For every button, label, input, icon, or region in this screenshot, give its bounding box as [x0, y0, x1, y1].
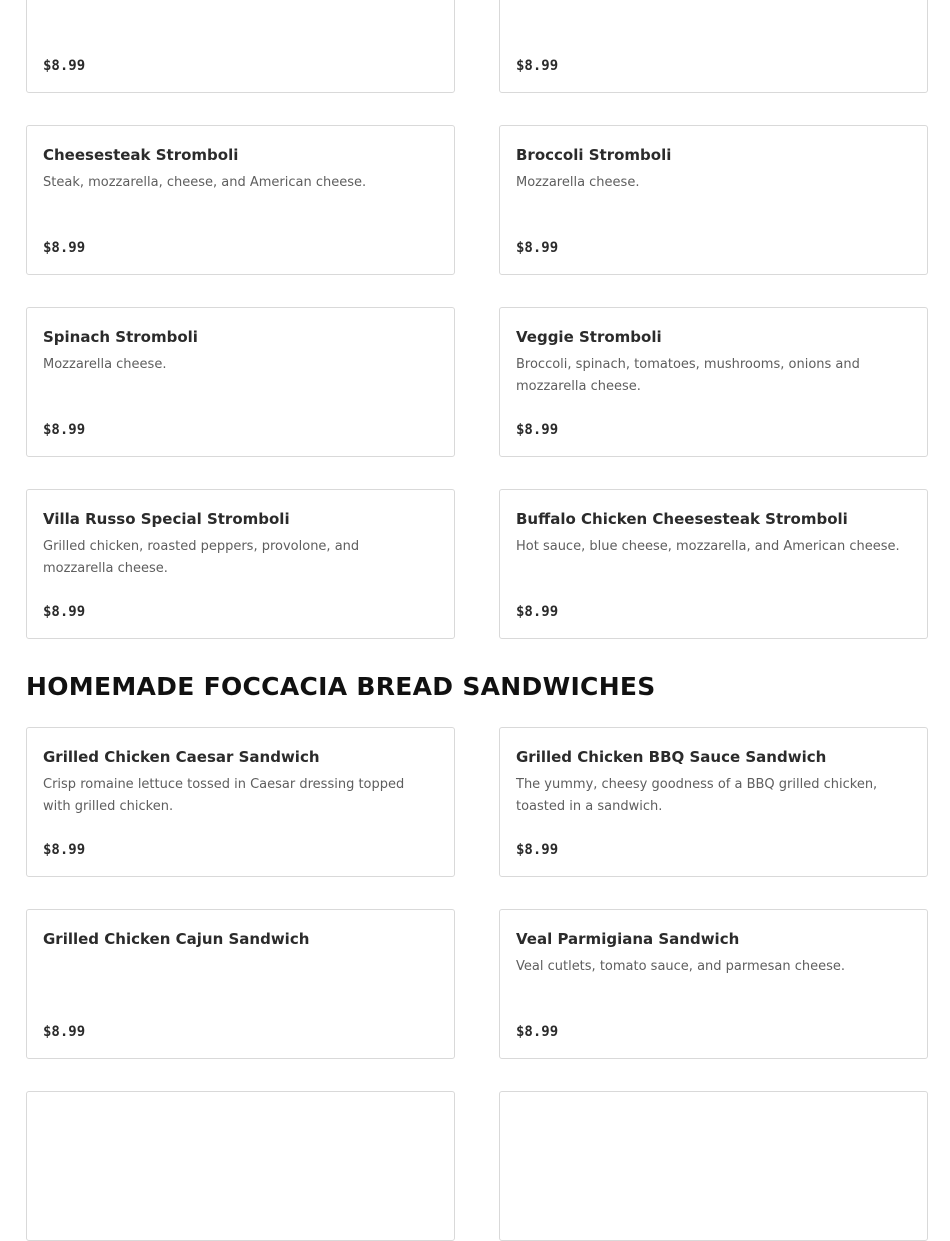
menu-item-name: Broccoli Stromboli	[516, 146, 672, 164]
menu-item-card[interactable]	[26, 125, 455, 275]
foccacia-grid	[26, 727, 928, 1241]
menu-item-card[interactable]	[26, 0, 455, 93]
menu-item-name: Villa Russo Special Stromboli	[43, 510, 290, 528]
menu-item-name: Cheesesteak Stromboli	[43, 146, 239, 164]
menu-item-price: $8.99	[516, 422, 559, 438]
menu-item-name: Spinach Stromboli	[43, 328, 198, 346]
menu-item-description: Veal cutlets, tomato sauce, and parmesan cheese.	[516, 959, 846, 974]
menu-item-price: $8.99	[516, 604, 559, 620]
menu-item-price: $8.99	[516, 842, 559, 858]
menu-item-card[interactable]	[499, 125, 928, 275]
menu-item-price: $8.99	[516, 1024, 559, 1040]
menu-item-card[interactable]	[26, 489, 455, 639]
menu-item-card[interactable]	[26, 909, 455, 1059]
menu-item-name: Buffalo Chicken Cheesesteak Stromboli	[516, 510, 848, 528]
menu-item-price: $8.99	[43, 422, 86, 438]
menu-item-name: Grilled Chicken Cajun Sandwich	[43, 930, 310, 948]
menu-item-price: $8.99	[43, 240, 86, 256]
menu-item-card[interactable]	[499, 489, 928, 639]
menu-item-card[interactable]	[499, 727, 928, 877]
menu-item-description: The yummy, cheesy goodness of a BBQ grilled chicken, toasted in a sandwich.	[516, 777, 878, 814]
menu-item-name: Grilled Chicken Caesar Sandwich	[43, 748, 320, 766]
menu-item-description: Mozzarella cheese.	[43, 357, 167, 372]
menu-item-description: Mozzarella cheese.	[516, 175, 640, 190]
menu-item-card[interactable]	[26, 727, 455, 877]
menu-item-price: $8.99	[43, 604, 86, 620]
menu-item-price: $8.99	[516, 240, 559, 256]
menu-item-price: $8.99	[43, 1024, 86, 1040]
menu-item-description: Steak, mozzarella, cheese, and American cheese.	[43, 175, 367, 190]
menu-item-description: Hot sauce, blue cheese, mozzarella, and American cheese.	[516, 539, 900, 554]
menu-item-price: $8.99	[43, 842, 86, 858]
menu-item-description: Broccoli, spinach, tomatoes, mushrooms, onions and mozzarella cheese.	[516, 357, 860, 394]
menu-item-price: $8.99	[516, 58, 559, 74]
menu-item-card[interactable]	[499, 307, 928, 457]
menu-item-card[interactable]	[26, 307, 455, 457]
menu-item-name: Veggie Stromboli	[516, 328, 662, 346]
menu-item-description: Grilled chicken, roasted peppers, provolone, and mozzarella cheese.	[43, 539, 360, 576]
menu-item-card[interactable]	[26, 1091, 455, 1241]
menu-item-price: $8.99	[43, 58, 86, 74]
menu-item-name: Grilled Chicken BBQ Sauce Sandwich	[516, 748, 827, 766]
menu-item-card[interactable]	[499, 1091, 928, 1241]
section-title: HOMEMADE FOCCACIA BREAD SANDWICHES	[26, 672, 656, 701]
menu-item-name: Veal Parmigiana Sandwich	[516, 930, 740, 948]
menu-item-card[interactable]	[499, 909, 928, 1059]
stromboli-grid	[26, 0, 928, 639]
menu-item-description: Crisp romaine lettuce tossed in Caesar dressing topped with grilled chicken.	[43, 777, 405, 814]
menu-item-card[interactable]	[499, 0, 928, 93]
